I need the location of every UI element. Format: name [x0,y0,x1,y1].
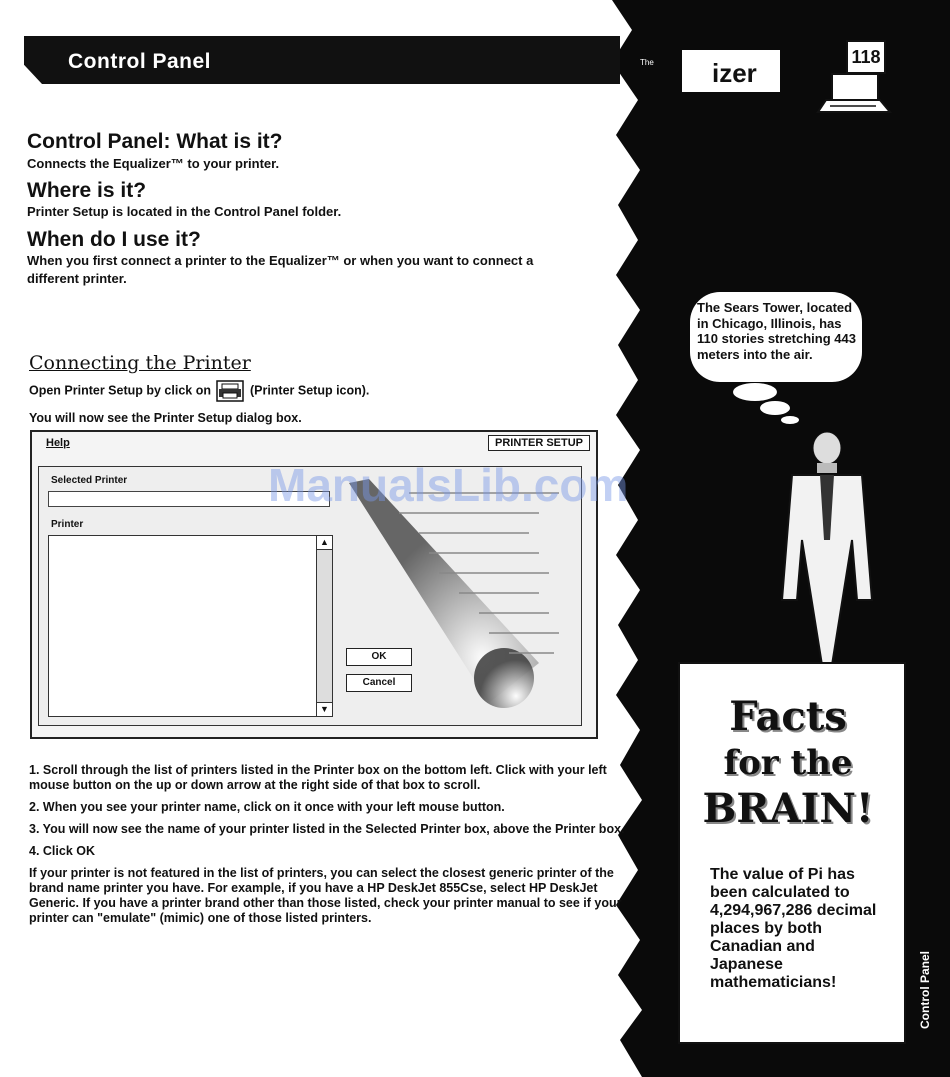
q2-text: Printer Setup is located in the Control Panel folder. [27,204,342,219]
step-2: 2. When you see your printer name, click on it once with your left mouse button. [29,800,505,814]
connecting-title: Connecting the Printer [29,352,251,374]
step-3: 3. You will now see the name of your printer listed in the Selected Printer box, above the Printer box. [29,822,625,836]
q3-text: When you first connect a printer to the Equalizer™ or when you want to connect a different printer. [27,253,534,286]
open-instruction [29,380,369,402]
step-1: 1. Scroll through the list of printers listed in the Printer box on the bottom left. Click with your left mouse button on the up or down arrow at the right side of that box to scroll. [29,763,607,792]
generic-printer-note: If your printer is not featured in the list of printers, you can select the closest generic printer of the brand name printer you have. For example, if you have a HP DeskJet 855Cse, select HP DeskJet Generic. If you have a printer brand other than those listed, check your printer manual to see if your printer can "emulate" (mimic) one of those listed printers. [29,866,622,925]
side-tab-label: Control Panel [918,951,932,1030]
selected-printer-label: Selected Printer [51,475,128,486]
q3-title: When do I use it? [27,228,201,251]
steps-list [29,763,629,933]
printer-setup-icon [216,380,244,402]
page-number: 118 [846,40,886,74]
scroll-down-arrow-icon[interactable]: ▼ [317,702,332,716]
q2-title: Where is it? [27,179,147,202]
facts-line-1: Facts [729,693,847,740]
banner-title: Control Panel [68,50,212,73]
printer-label: Printer [51,519,84,530]
laptop-icon [816,70,892,114]
see-dialog-text: You will now see the Printer Setup dialog box. [29,411,302,425]
pi-fact: The value of Pi has been calculated to 4,294,967,286 decimal places by both Canadian and Japanese mathematicians! [710,866,877,991]
ok-button[interactable]: OK [346,648,412,666]
q1-title: Control Panel: What is it? [27,130,283,153]
dialog-title: PRINTER SETUP [488,435,590,451]
scientist-figure-icon [772,430,882,670]
logo-the: The [640,58,654,67]
step-4: 4. Click OK [29,844,95,858]
sears-tower-fact: The Sears Tower, located in Chicago, Illinois, has 110 stories stretching 443 meters into the air. [697,300,856,362]
cancel-button[interactable]: Cancel [346,674,412,692]
q1-text: Connects the Equalizer™ to your printer. [27,156,280,171]
thought-bubble-tail-icon [730,380,820,425]
printer-listbox[interactable] [48,535,318,717]
open-text-before: Open Printer Setup by click on [29,383,211,398]
facts-line-3: BRAIN! [702,785,874,832]
help-menu[interactable]: Help [46,437,70,449]
facts-line-2: for the [723,743,853,783]
open-text-after: (Printer Setup icon). [249,383,370,398]
logo-word: izer [712,58,757,88]
printer-list-scrollbar[interactable] [316,535,333,717]
scroll-up-arrow-icon[interactable]: ▲ [317,536,332,550]
facts-heading [690,694,886,832]
watermark: ManualsLib.com [268,459,629,511]
